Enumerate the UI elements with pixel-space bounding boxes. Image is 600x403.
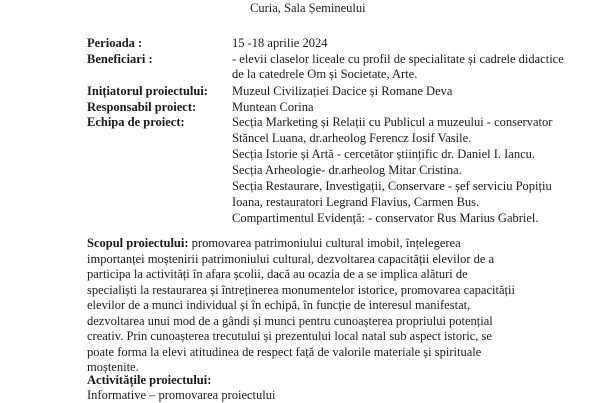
scope-paragraph <box>87 236 517 376</box>
label-perioada: Perioada : <box>87 36 143 50</box>
value-echipa-line5: Secția Restaurare, Investigații, Conservare - șef serviciu Popițiu <box>232 179 552 193</box>
value-responsabil: Muntean Corina <box>232 100 314 114</box>
scope-text: promovarea patrimoniului cultural imobil, înțelegerea importanței moștenirii patrimoniului cultural, dezvoltarea capacității elevilor de a participa la activități în afara școlii, dacă au ocazia de a se implica alături de specialiști la restaurarea și întreținerea monumentelor istorice, promovarea capacității elevilor de a munci individual și în echipă, în funcție de interesul manifestat, dezvoltarea unui mod de a gândi și munci pentru cunoașterea propriului potențial creativ. Prin cunoașterea trecutului și prezentului local natal sub aspect istoric, se poate forma la elevi atitudinea de respect față de valorile materiale și spirituale moștenite. <box>87 236 515 374</box>
label-initiator: Inițiatorul proiectului: <box>87 84 208 98</box>
scope-label: Scopul proiectului: <box>87 236 189 250</box>
header-line: Curia, Sala Șemineului <box>250 1 366 15</box>
label-responsabil: Responsabil proiect: <box>87 100 197 114</box>
value-echipa-line2: Stăncel Luana, dr.arheolog Ferencz Iosif Vasile. <box>232 131 472 145</box>
value-echipa-line4: Secția Arheologie- dr.arheolog Mitar Cristina. <box>232 163 462 177</box>
value-echipa-line7: Compartimentul Evidență: - conservator Rus Marius Gabriel. <box>232 211 539 225</box>
value-beneficiari-line2: de la catedrele Om și Societate, Arte. <box>232 67 418 81</box>
value-echipa-line1: Secția Marketing și Relații cu Publicul a muzeului - conservator <box>232 115 553 129</box>
value-echipa-line6: Ioana, restauratori Legrand Flavius, Carmen Bus. <box>232 195 480 209</box>
value-beneficiari-line1: - elevii claselor liceale cu profil de specialitate și cadrele didactice <box>232 52 564 66</box>
value-initiator: Muzeul Civilizației Dacice și Romane Deva <box>232 84 453 98</box>
activities-first-item: Informative – promovarea proiectului <box>87 388 276 402</box>
label-echipa: Echipa de proiect: <box>87 115 185 129</box>
activities-title: Activitățile proiectului: <box>87 373 212 387</box>
value-echipa-line3: Secția Istorie și Artă - cercetător științific dr. Daniel I. Iancu. <box>232 147 536 161</box>
label-beneficiari: Beneficiari : <box>87 52 153 66</box>
value-perioada: 15 -18 aprilie 2024 <box>232 36 328 50</box>
